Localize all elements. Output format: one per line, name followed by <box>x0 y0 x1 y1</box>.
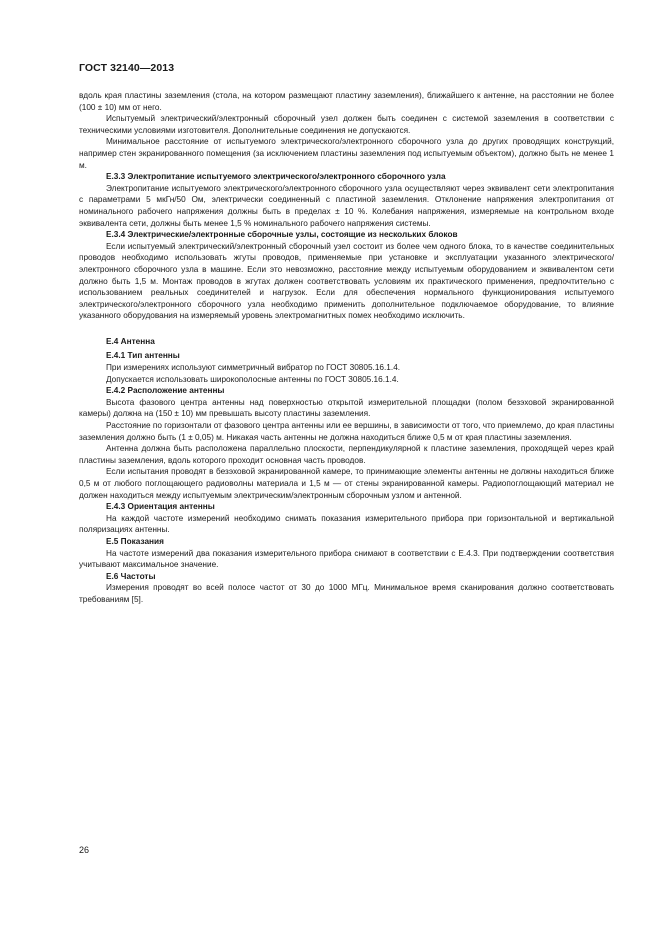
section-heading-e4: Е.4 Антенна <box>106 336 155 346</box>
document-body <box>79 90 614 606</box>
section-heading-e43: Е.4.3 Ориентация антенны <box>106 502 215 512</box>
paragraph: При измерениях используют симметричный вибратор по ГОСТ 30805.16.1.4. <box>106 363 401 373</box>
paragraph: Минимальное расстояние от испытуемого электрического/электронного сборочного узла до других проводящих конструкций, например стен экранированного помещения (за исключением пластины заземления под испытуемым объектом), должно быть не менее 1 м. <box>79 137 614 170</box>
paragraph: Антенна должна быть расположена параллельно плоскости, перпендикулярной к пластине заземления, проходящей через край пластины заземления, вдоль которого проходит основная часть проводов. <box>79 444 614 465</box>
page-number: 26 <box>79 845 90 855</box>
paragraph: На частоте измерений два показания измерительного прибора снимают в соответствии с Е.4.3. При подтверждении соответствия учитывают максимальное значение. <box>79 548 614 570</box>
section-heading-e34: Е.3.4 Электрические/электронные сборочные узлы, состоящие из нескольких блоков <box>106 230 458 240</box>
paragraph: Испытуемый электрический/электронный сборочный узел должен быть соединен с системой заземления в соответствии с техническими условиями изготовителя. Дополнительные соединения не допускаются. <box>79 114 614 135</box>
section-heading-e6: Е.6 Частоты <box>106 571 156 581</box>
paragraph: Высота фазового центра антенны над поверхностью открытой измерительной площадки (полом безэховой экранированной камеры) должна на (150 ± 10) мм превышать высоту пластины заземления. <box>79 397 614 419</box>
section-heading-e5: Е.5 Показания <box>106 536 164 546</box>
paragraph: На каждой частоте измерений необходимо снимать показания измерительного прибора при горизонтальной и вертикальной поляризациях антенны. <box>79 513 614 535</box>
paragraph: Если испытуемый электрический/электронный сборочный узел состоит из более чем одного блока, то в качестве соединительных проводов необходимо использовать жгуты проводов, применяемые при установке и эксплуатации указанного электрического/электронного сборочного узла в машине. Если это невозможно, расстояние между испытуемым оборудованием и эквивалентом сети должно быть 1,5 м. Монтаж проводов в жгутах должен соответствовать условиям их практического применения, предпочтительно с использованием реальных соединителей и нагрузок. Если для обеспечения нормального функционирования испытуемого электрического/электронного сборочного узла необходимо применить дополнительное подключаемое оборудование, то влияние указанного оборудования на измеряемый уровень электромагнитных помех необходимо исключить. <box>79 241 614 321</box>
section-heading-e41: Е.4.1 Тип антенны <box>106 351 180 361</box>
section-heading-e42: Е.4.2 Расположение антенны <box>106 386 225 396</box>
document-header: ГОСТ 32140—2013 <box>79 62 175 74</box>
paragraph: Допускается использовать широкополосные антенны по ГОСТ 30805.16.1.4. <box>106 374 399 384</box>
paragraph: вдоль края пластины заземления (стола, на котором размещают пластину заземления), ближайшего к антенне, на расстоянии не более (100 ± 10) мм от него. <box>79 91 614 112</box>
paragraph: Расстояние по горизонтали от фазового центра антенны или ее вершины, в зависимости от того, что приемлемо, до края пластины заземления должно быть (1 ± 0,05) м. Никакая часть антенны не должна находиться ближе 0,5 м от края пластины заземления. <box>79 421 614 442</box>
paragraph: Если испытания проводят в безэховой экранированной камере, то принимающие элементы антенны не должны находиться ближе 0,5 м от любого поглощающего радиоволны материала и 1,5 м — от стены экранированной камеры. Радиопоглощающий материал не должен находиться между испытуемым электрическим/электронным сборочным узлом и антенной. <box>79 467 614 500</box>
paragraph: Электропитание испытуемого электрического/электронного сборочного узла осуществляют через эквивалент сети электропитания с параметрами 5 мкГн/50 Ом, электрически соединенный с пластиной заземления. Отклонение напряжения электропитания от номинального рабочего напряжения должны быть в пределах ± 10 %. Колебания напряжения, измеряемые на контрольном входе эквивалента сети, должны быть менее 1,5 % номинального рабочего напряжения системы. <box>79 183 614 228</box>
paragraph: Измерения проводят во всей полосе частот от 30 до 1000 МГц. Минимальное время сканирования должно соответствовать требованиям [5]. <box>79 583 614 604</box>
section-heading-e33: Е.3.3 Электропитание испытуемого электрического/электронного сборочного узла <box>106 172 446 182</box>
